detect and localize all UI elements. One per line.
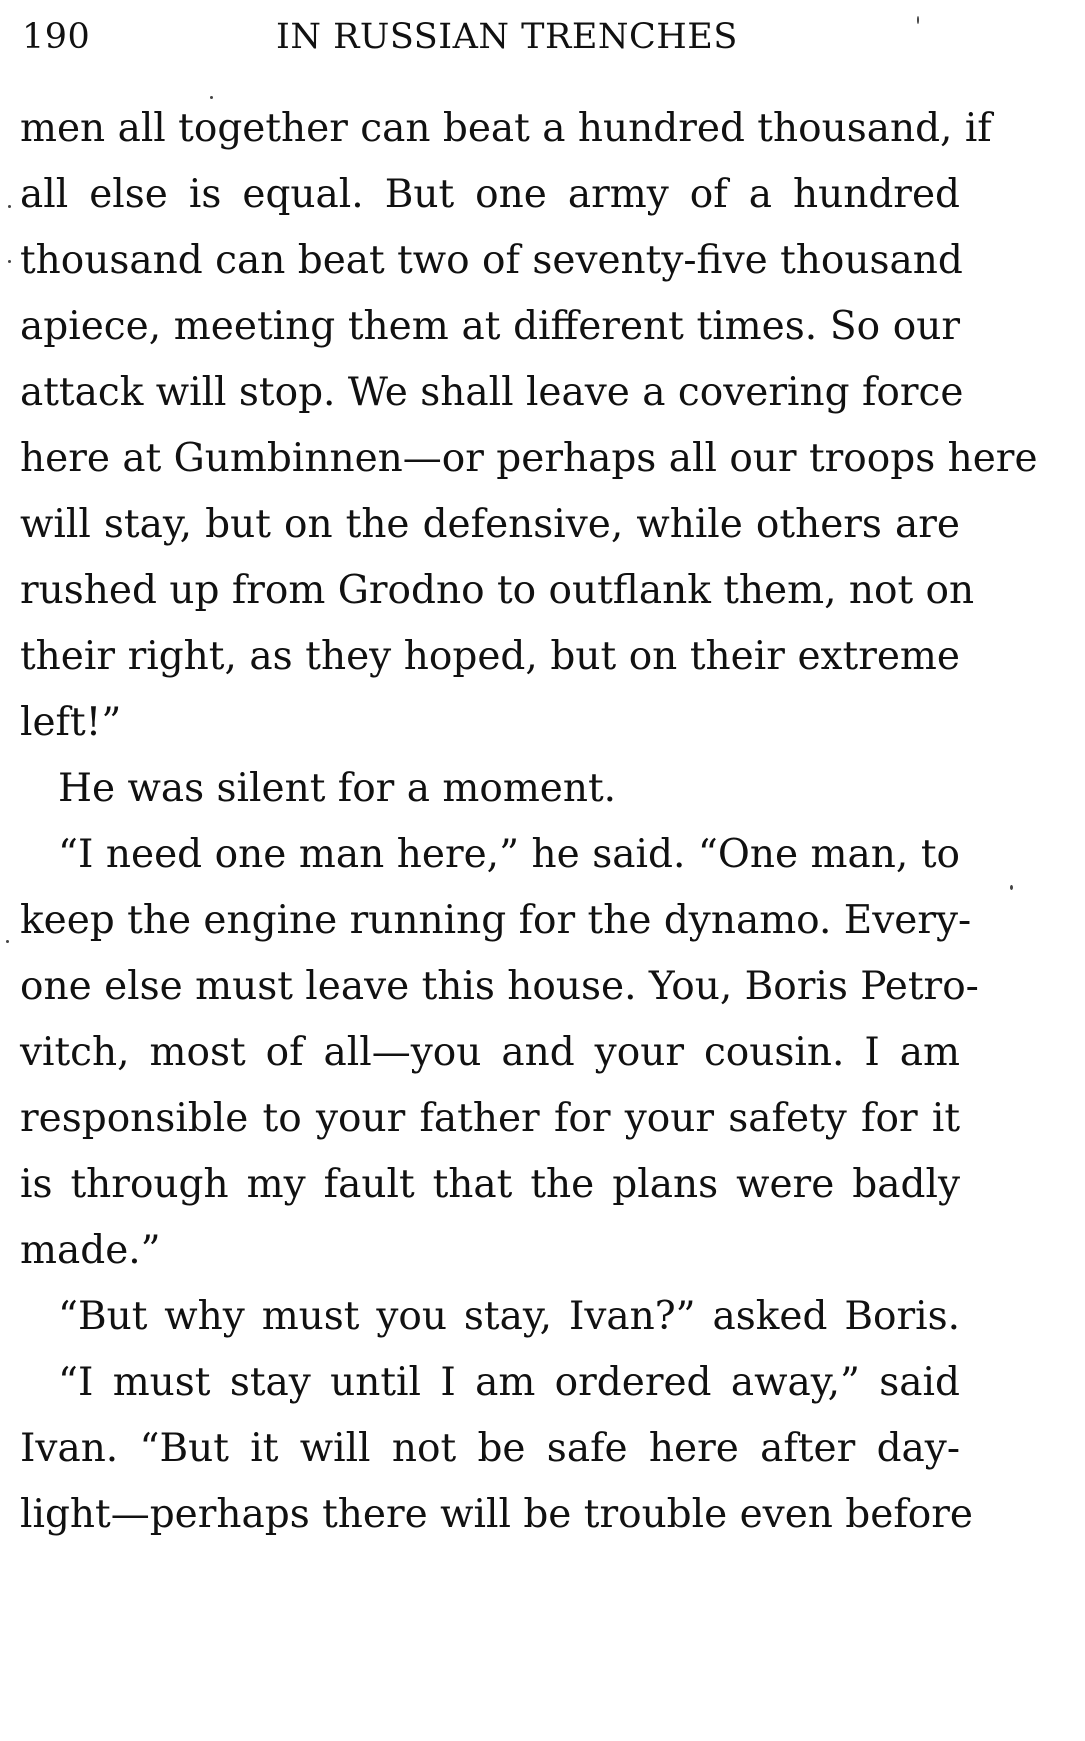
body-text: [20, 96, 1038, 1548]
text-line: thousand can beat two of seventy-five thousand: [20, 238, 963, 283]
text-line: keep the engine running for the dynamo. Every-: [20, 898, 972, 943]
text-line: He was silent for a moment.: [58, 766, 617, 811]
text-line: all else is equal. But one army of a hundred: [20, 172, 960, 217]
text-line: “I must stay until I am ordered away,” said: [58, 1360, 960, 1405]
text-line: “I need one man here,” he said. “One man, to: [58, 832, 960, 877]
text-line: men all together can beat a hundred thousand, if: [20, 106, 992, 151]
text-line: one else must leave this house. You, Boris Petro-: [20, 964, 979, 1009]
text-line: their right, as they hoped, but on their extreme: [20, 634, 960, 679]
text-line: here at Gumbinnen—or perhaps all our troops here: [20, 436, 1038, 481]
print-speck: [8, 260, 11, 263]
print-speck: [210, 96, 213, 99]
text-line: vitch, most of all—you and your cousin. I am: [20, 1030, 960, 1075]
running-title: IN RUSSIAN TRENCHES: [276, 17, 738, 57]
text-line: light—perhaps there will be trouble even before: [20, 1492, 973, 1537]
print-speck: [6, 940, 9, 943]
text-line: “But why must you stay, Ivan?” asked Boris.: [58, 1294, 960, 1339]
text-line: attack will stop. We shall leave a covering force: [20, 370, 964, 415]
running-head: [22, 14, 812, 60]
text-line: made.”: [20, 1228, 161, 1273]
print-speck: [1010, 885, 1013, 890]
text-line: apiece, meeting them at different times. So our: [20, 304, 960, 349]
print-speck: [8, 205, 11, 208]
text-line: rushed up from Grodno to outflank them, not on: [20, 568, 975, 613]
text-line: will stay, but on the defensive, while others are: [20, 502, 960, 547]
text-line: left!”: [20, 700, 122, 745]
text-line: is through my fault that the plans were badly: [20, 1162, 960, 1207]
text-line: responsible to your father for your safety for it: [20, 1096, 960, 1141]
print-speck: [917, 16, 919, 24]
page-number: 190: [22, 17, 91, 57]
text-line: Ivan. “But it will not be safe here after day-: [20, 1426, 960, 1471]
